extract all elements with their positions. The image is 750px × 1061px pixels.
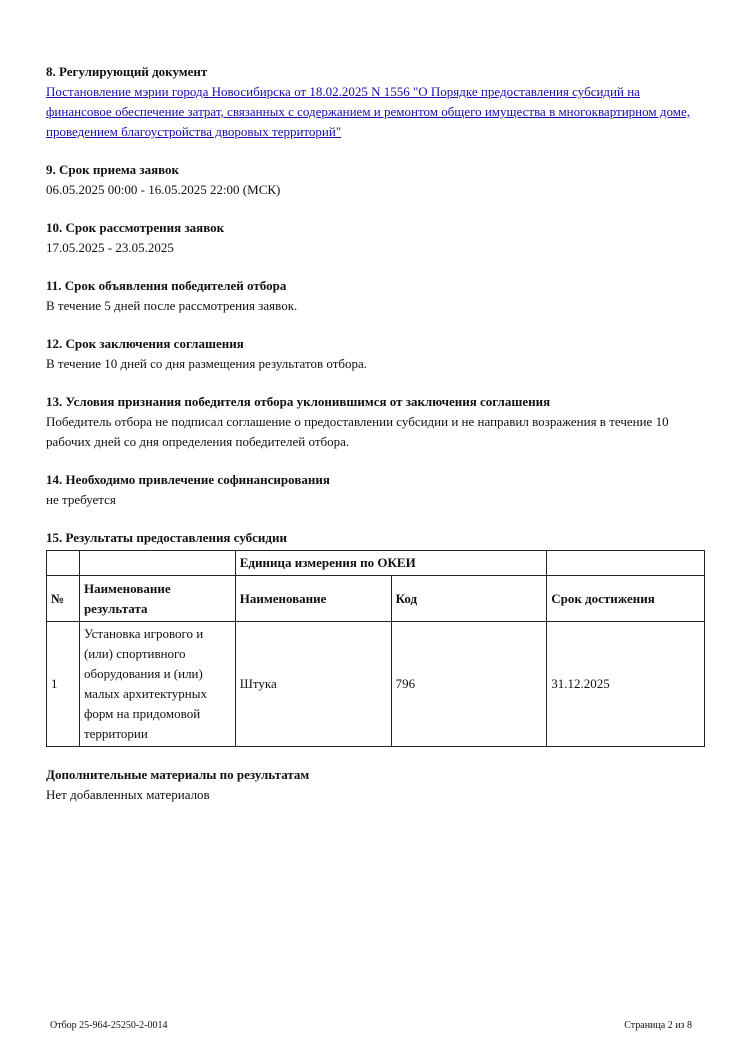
- section-title: 14. Необходимо привлечение софинансирования: [46, 472, 330, 487]
- result-line: форм на придомовой: [83, 706, 201, 721]
- table-header-empty: [79, 551, 235, 576]
- results-table: [46, 550, 705, 747]
- section-evasion-conditions: [46, 392, 706, 452]
- section-value: 06.05.2025 00:00 - 16.05.2025 22:00 (МСК): [46, 182, 281, 197]
- section-title: 11. Срок объявления победителей отбора: [46, 278, 287, 293]
- footer-page-number: Страница 2 из 8: [624, 1020, 692, 1031]
- footer-selection-id: Отбор 25-964-25250-2-0014: [50, 1020, 168, 1031]
- link-line[interactable]: финансовое обеспечение затрат, связанных с содержанием и ремонтом общего имущества в многоквартирном доме,: [46, 104, 690, 119]
- document-page: [46, 62, 706, 823]
- section-subsidy-results: [46, 528, 706, 747]
- link-line[interactable]: Постановление мэрии города Новосибирска от 18.02.2025 N 1556 "О Порядке предоставления субсидий на: [46, 84, 640, 99]
- result-line: (или) спортивного: [83, 646, 186, 661]
- header-line: результата: [83, 600, 148, 616]
- section-title: 13. Условия признания победителя отбора уклонившимся от заключения соглашения: [46, 394, 551, 409]
- table-group-header-row: [47, 551, 705, 576]
- table-header-unit-name: Наименование: [235, 576, 391, 622]
- result-line: Установка игрового и: [83, 626, 204, 641]
- cell-num: 1: [47, 622, 80, 747]
- table-header-result: [79, 576, 235, 622]
- section-review-period: [46, 218, 706, 258]
- section-title: 8. Регулирующий документ: [46, 64, 208, 79]
- section-title: 12. Срок заключения соглашения: [46, 336, 244, 351]
- section-regulating-document: [46, 62, 706, 142]
- section-value: 17.05.2025 - 23.05.2025: [46, 240, 174, 255]
- section-cofinancing: [46, 470, 706, 510]
- table-header-okei: Единица измерения по ОКЕИ: [235, 551, 546, 576]
- link-line[interactable]: проведением благоустройства дворовых территорий": [46, 124, 342, 139]
- cell-code: 796: [391, 622, 547, 747]
- section-winners-announcement: [46, 276, 706, 316]
- table-header-empty: [547, 551, 705, 576]
- section-value: Победитель отбора не подписал соглашение о предоставлении субсидии и не направил возражения в течение 10: [46, 414, 669, 429]
- regulating-document-link[interactable]: [46, 82, 706, 142]
- header-line: Наименование: [83, 580, 171, 596]
- cell-result: [79, 622, 235, 747]
- result-line: малых архитектурных: [83, 686, 207, 701]
- section-additional-materials: [46, 765, 706, 805]
- table-header-num: №: [47, 576, 80, 622]
- section-application-period: [46, 160, 706, 200]
- section-title: Дополнительные материалы по результатам: [46, 767, 310, 782]
- table-header-deadline: Срок достижения: [547, 576, 705, 622]
- section-agreement-period: [46, 334, 706, 374]
- cell-unit: Штука: [235, 622, 391, 747]
- section-title: 10. Срок рассмотрения заявок: [46, 220, 225, 235]
- section-value: Нет добавленных материалов: [46, 787, 210, 802]
- section-value: В течение 5 дней после рассмотрения заявок.: [46, 298, 298, 313]
- section-title: 15. Результаты предоставления субсидии: [46, 530, 287, 545]
- section-title: 9. Срок приема заявок: [46, 162, 180, 177]
- section-value: В течение 10 дней со дня размещения результатов отбора.: [46, 356, 368, 371]
- result-line: территории: [83, 726, 148, 741]
- result-line: оборудования и (или): [83, 666, 203, 681]
- table-header-code: Код: [391, 576, 547, 622]
- table-header-empty: [47, 551, 80, 576]
- cell-deadline: 31.12.2025: [547, 622, 705, 747]
- section-value: не требуется: [46, 492, 116, 507]
- table-row: [47, 622, 705, 747]
- section-value: рабочих дней со дня определения победителей отбора.: [46, 434, 350, 449]
- table-header-row: [47, 576, 705, 622]
